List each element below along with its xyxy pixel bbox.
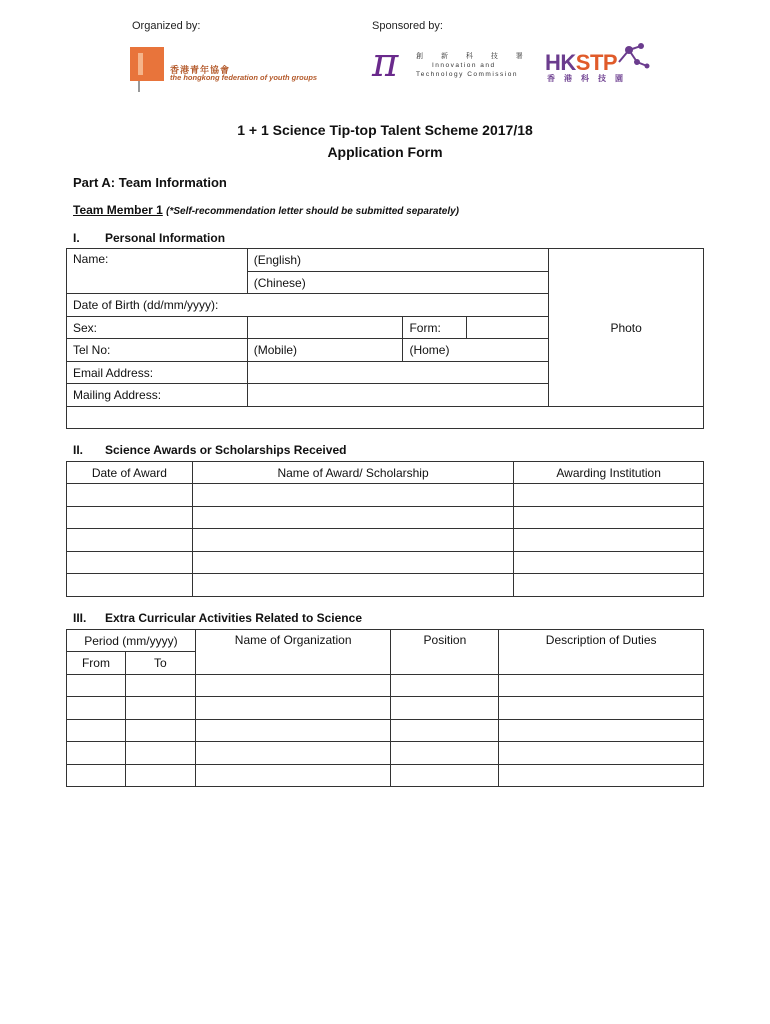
to-cell[interactable] [125,720,195,742]
from-cell[interactable] [67,765,126,787]
col-organization: Name of Organization [195,630,391,675]
dob-label: Date of Birth (dd/mm/yyyy): [73,298,219,312]
home-label: (Home) [409,343,450,357]
home-phone-field[interactable] [403,339,549,362]
dob-field[interactable] [67,294,549,317]
mobile-field[interactable] [247,339,403,362]
sex-field[interactable] [247,317,403,339]
award-institution-cell[interactable] [514,507,704,529]
hkfyg-logo [130,47,318,92]
position-cell[interactable] [391,720,499,742]
col-date-of-award: Date of Award [67,462,193,484]
part-a-heading: Part A: Team Information [73,175,227,190]
award-name-cell[interactable] [192,574,513,597]
duties-cell[interactable] [499,765,704,787]
hkstp-logo [545,40,650,85]
sex-label: Sex: [67,317,248,339]
table-row [67,484,704,507]
duties-cell[interactable] [499,742,704,765]
sponsored-by-label: Sponsored by: [372,20,443,32]
itc-logo [372,40,531,88]
mailing-address-continuation[interactable] [67,407,704,429]
award-date-cell[interactable] [67,574,193,597]
form-title: 1 + 1 Science Tip-top Talent Scheme 2017/18 [237,122,533,138]
from-cell[interactable] [67,720,126,742]
award-name-cell[interactable] [192,529,513,552]
mailing-label: Mailing Address: [67,384,248,407]
to-cell[interactable] [125,765,195,787]
from-cell[interactable] [67,675,126,697]
table-row [67,720,704,742]
award-date-cell[interactable] [67,529,193,552]
hkfyg-emblem-icon [130,47,164,81]
team-member-heading [73,203,459,217]
team-member-note: (*Self-recommendation letter should be submitted separately) [166,206,459,217]
chinese-name-field[interactable] [247,272,549,294]
award-name-cell[interactable] [192,484,513,507]
award-institution-cell[interactable] [514,529,704,552]
pi-icon: π [372,40,399,86]
email-label: Email Address: [67,362,248,384]
position-cell[interactable] [391,742,499,765]
award-date-cell[interactable] [67,507,193,529]
table-row [67,765,704,787]
from-cell[interactable] [67,697,126,720]
mailing-address-field[interactable] [247,384,549,407]
col-awarding-institution: Awarding Institution [514,462,704,484]
award-institution-cell[interactable] [514,484,704,507]
photo-label: Photo [610,320,642,335]
table-row [67,552,704,574]
english-name-field[interactable] [247,249,549,272]
award-name-cell[interactable] [192,552,513,574]
section-3-heading: III. Extra Curricular Activities Related to Science [73,611,362,625]
award-date-cell[interactable] [67,552,193,574]
to-cell[interactable] [125,697,195,720]
to-cell[interactable] [125,675,195,697]
organization-cell[interactable] [195,720,391,742]
award-institution-cell[interactable] [514,552,704,574]
hkstp-wordmark: HKSTP [545,50,618,75]
position-cell[interactable] [391,697,499,720]
table-row [67,507,704,529]
table-row [67,742,704,765]
name-label: Name: [67,249,248,294]
from-cell[interactable] [67,742,126,765]
award-institution-cell[interactable] [514,574,704,597]
form-field[interactable] [467,317,549,339]
organization-cell[interactable] [195,742,391,765]
table-row [67,574,704,597]
col-to: To [125,652,195,675]
hkfyg-english-name: the hongkong federation of youth groups [170,73,318,82]
english-label: (English) [253,253,302,267]
organized-by-label: Organized by: [132,20,201,32]
table-row [67,675,704,697]
table-row [67,529,704,552]
form-subtitle: Application Form [327,144,443,160]
activities-table [66,629,704,787]
to-cell[interactable] [125,742,195,765]
position-cell[interactable] [391,765,499,787]
award-date-cell[interactable] [67,484,193,507]
form-label: Form: [403,317,467,339]
col-from: From [67,652,126,675]
photo-box[interactable] [549,249,704,407]
organization-cell[interactable] [195,765,391,787]
itc-english-line2: Technology Commission [416,71,518,78]
position-cell[interactable] [391,675,499,697]
email-field[interactable] [247,362,549,384]
tel-label: Tel No: [67,339,248,362]
organization-cell[interactable] [195,675,391,697]
col-name-of-award: Name of Award/ Scholarship [192,462,513,484]
itc-chinese-name: 創 新 科 技 署 [416,53,531,60]
mobile-label: (Mobile) [253,343,298,357]
duties-cell[interactable] [499,697,704,720]
chinese-label: (Chinese) [253,275,306,290]
duties-cell[interactable] [499,720,704,742]
hkstp-chinese-name: 香港科技園 [547,74,632,83]
section-1-heading: I. Personal Information [73,231,226,245]
col-duties: Description of Duties [499,630,704,675]
col-period: Period (mm/yyyy) [67,630,196,652]
award-name-cell[interactable] [192,507,513,529]
hkfyg-chinese-name: 香港青年協會 [170,65,231,75]
col-position: Position [391,630,499,675]
team-member-label: Team Member 1 [73,203,163,217]
organization-cell[interactable] [195,697,391,720]
table-row [67,697,704,720]
itc-english-line1: Innovation and [432,62,496,69]
awards-table [66,461,704,597]
duties-cell[interactable] [499,675,704,697]
personal-info-table [66,248,704,429]
section-2-heading: II. Science Awards or Scholarships Received [73,443,347,457]
